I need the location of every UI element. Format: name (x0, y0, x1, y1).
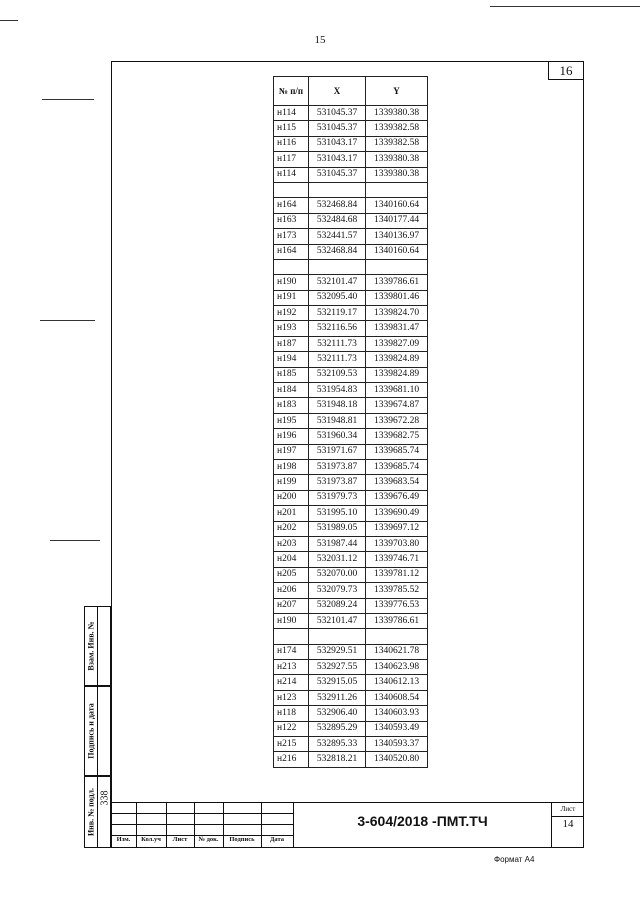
cell-point-id: н215 (274, 737, 309, 752)
cell-point-id: н194 (274, 352, 309, 367)
cell-point-id: н164 (274, 198, 309, 213)
table-row (274, 383, 428, 398)
cell-x: 531043.17 (309, 136, 366, 151)
table-header-row (274, 77, 428, 106)
table-row (274, 121, 428, 136)
cell-y: 1339824.89 (366, 367, 428, 382)
cell-y: 1339786.61 (366, 275, 428, 290)
cell-y: 1339697.12 (366, 521, 428, 536)
cell-x: 532929.51 (309, 644, 366, 659)
tb-label-izm: Изм. (116, 836, 131, 843)
cell-x: 531043.17 (309, 152, 366, 167)
table-row (274, 152, 428, 167)
table-row (274, 752, 428, 767)
cell-point-id: н163 (274, 213, 309, 228)
cell-y: 1339672.28 (366, 413, 428, 428)
stamp-inv-value: 338 (99, 790, 111, 806)
cell-x: 532895.29 (309, 721, 366, 736)
cell-x: 532089.24 (309, 598, 366, 613)
cell-point-id: н193 (274, 321, 309, 336)
cell-point-id: н213 (274, 660, 309, 675)
cell-point-id: н206 (274, 583, 309, 598)
cell-point-id: н196 (274, 429, 309, 444)
cell-point-id: н173 (274, 229, 309, 244)
cell-y: 1339380.38 (366, 106, 428, 121)
table-row (274, 459, 428, 474)
cell-y: 1339831.47 (366, 321, 428, 336)
cell-x: 531045.37 (309, 106, 366, 121)
cell-y: 1340621.78 (366, 644, 428, 659)
table-row (274, 275, 428, 290)
cell-y: 1340608.54 (366, 690, 428, 705)
cell-y: 1339380.38 (366, 152, 428, 167)
cell-point-id: н114 (274, 167, 309, 182)
cell-x: 531995.10 (309, 506, 366, 521)
cell-x: 532111.73 (309, 336, 366, 351)
list-box (551, 802, 584, 848)
table-row (274, 521, 428, 536)
table-row (274, 213, 428, 228)
cell-y: 1339682.75 (366, 429, 428, 444)
cell-y: 1339380.38 (366, 167, 428, 182)
cell-point-id: н118 (274, 706, 309, 721)
format-label: Формат А4 (494, 855, 535, 864)
cell-x: 532101.47 (309, 613, 366, 628)
table-row (274, 106, 428, 121)
table-row (274, 737, 428, 752)
cell-x: 532119.17 (309, 306, 366, 321)
table-row (274, 629, 428, 644)
cell-x (309, 629, 366, 644)
scan-mark (40, 320, 95, 321)
cell-x: 532915.05 (309, 675, 366, 690)
cell-y: 1340520.80 (366, 752, 428, 767)
table-row (274, 675, 428, 690)
cell-x: 531045.37 (309, 121, 366, 136)
cell-y: 1339382.58 (366, 136, 428, 151)
cell-y: 1339746.71 (366, 552, 428, 567)
cell-x: 532116.56 (309, 321, 366, 336)
cell-x: 531987.44 (309, 536, 366, 551)
cell-y: 1339786.61 (366, 613, 428, 628)
cell-point-id: н122 (274, 721, 309, 736)
table-row (274, 475, 428, 490)
table-row (274, 321, 428, 336)
table-row (274, 644, 428, 659)
cell-point-id: н207 (274, 598, 309, 613)
table-row (274, 706, 428, 721)
cell-point-id: н198 (274, 459, 309, 474)
cell-y: 1339827.09 (366, 336, 428, 351)
cell-x: 532109.53 (309, 367, 366, 382)
coordinates-table (273, 76, 428, 768)
cell-x: 532911.26 (309, 690, 366, 705)
cell-y: 1340136.97 (366, 229, 428, 244)
tb-label-data: Дата (269, 836, 285, 843)
cell-y: 1339824.70 (366, 306, 428, 321)
cell-y: 1339681.10 (366, 383, 428, 398)
cell-point-id: н204 (274, 552, 309, 567)
cell-point-id: н190 (274, 275, 309, 290)
table-row (274, 352, 428, 367)
table-row (274, 690, 428, 705)
cell-y: 1339685.74 (366, 459, 428, 474)
cell-x: 532101.47 (309, 275, 366, 290)
table-row (274, 259, 428, 274)
cell-x: 532079.73 (309, 583, 366, 598)
cell-point-id: н187 (274, 336, 309, 351)
cell-y: 1339674.87 (366, 398, 428, 413)
cell-y (366, 259, 428, 274)
cell-y: 1339685.74 (366, 444, 428, 459)
table-row (274, 660, 428, 675)
tb-label-kol: Кол.уч (141, 836, 161, 843)
table-row (274, 229, 428, 244)
table-row (274, 136, 428, 151)
cell-x: 531045.37 (309, 167, 366, 182)
page-number-top: 15 (314, 34, 326, 46)
table-row (274, 567, 428, 582)
cell-point-id: н197 (274, 444, 309, 459)
cell-point-id: н183 (274, 398, 309, 413)
cell-point-id: н199 (274, 475, 309, 490)
cell-y: 1339785.52 (366, 583, 428, 598)
list-label: Лист (552, 802, 584, 817)
table-row (274, 506, 428, 521)
sheet-number-box: 16 (548, 61, 584, 80)
cell-point-id: н164 (274, 244, 309, 259)
document-code: 3-604/2018 -ПМТ.ТЧ (293, 802, 551, 848)
cell-y: 1340623.98 (366, 660, 428, 675)
cell-x: 531973.87 (309, 475, 366, 490)
cell-point-id: н200 (274, 490, 309, 505)
cell-point-id (274, 259, 309, 274)
cell-point-id: н201 (274, 506, 309, 521)
table-row (274, 367, 428, 382)
tb-label-ndok: № док. (198, 836, 219, 843)
cell-y: 1340593.37 (366, 737, 428, 752)
table-row (274, 167, 428, 182)
stamp-vzam-label: Взам. Инв. № (86, 621, 96, 671)
cell-point-id: н205 (274, 567, 309, 582)
table-row (274, 552, 428, 567)
table-row (274, 413, 428, 428)
cell-x: 532484.68 (309, 213, 366, 228)
tb-label-list: Лист (172, 836, 188, 843)
cell-x: 531979.73 (309, 490, 366, 505)
table-row (274, 613, 428, 628)
table-row (274, 198, 428, 213)
cell-y: 1339781.12 (366, 567, 428, 582)
cell-x: 532095.40 (309, 290, 366, 305)
cell-x: 532441.57 (309, 229, 366, 244)
cell-x: 532468.84 (309, 244, 366, 259)
cell-x: 531989.05 (309, 521, 366, 536)
cell-x: 532906.40 (309, 706, 366, 721)
cell-point-id: н195 (274, 413, 309, 428)
cell-point-id: н203 (274, 536, 309, 551)
cell-point-id (274, 182, 309, 197)
stamp-inv (84, 776, 111, 848)
cell-point-id: н216 (274, 752, 309, 767)
cell-x: 531948.81 (309, 413, 366, 428)
cell-y: 1339382.58 (366, 121, 428, 136)
header-num: № п/п (274, 77, 309, 106)
table-row (274, 490, 428, 505)
scan-mark (490, 6, 640, 7)
cell-x: 531971.67 (309, 444, 366, 459)
cell-point-id: н214 (274, 675, 309, 690)
stamp-inv-label: Инв. № подл. (86, 787, 96, 837)
cell-x: 532031.12 (309, 552, 366, 567)
cell-y: 1340177.44 (366, 213, 428, 228)
cell-y: 1339801.46 (366, 290, 428, 305)
cell-point-id: н191 (274, 290, 309, 305)
cell-point-id: н117 (274, 152, 309, 167)
table-row (274, 398, 428, 413)
cell-point-id: н123 (274, 690, 309, 705)
table-row (274, 429, 428, 444)
table-row (274, 244, 428, 259)
scan-mark (50, 540, 100, 541)
cell-point-id: н115 (274, 121, 309, 136)
table-row (274, 290, 428, 305)
tb-label-podpis: Подпись (229, 836, 255, 843)
stamp-podpis (84, 686, 111, 776)
cell-y: 1339776.53 (366, 598, 428, 613)
cell-point-id: н190 (274, 613, 309, 628)
cell-y: 1339683.54 (366, 475, 428, 490)
cell-y (366, 629, 428, 644)
cell-y (366, 182, 428, 197)
cell-y: 1339824.89 (366, 352, 428, 367)
table-row (274, 721, 428, 736)
cell-y: 1340160.64 (366, 244, 428, 259)
cell-point-id: н116 (274, 136, 309, 151)
table-row (274, 336, 428, 351)
cell-y: 1339676.49 (366, 490, 428, 505)
table-row (274, 182, 428, 197)
scan-mark (42, 99, 94, 100)
scan-mark (0, 20, 18, 21)
table-row (274, 598, 428, 613)
cell-point-id: н114 (274, 106, 309, 121)
cell-point-id: н185 (274, 367, 309, 382)
table-row (274, 536, 428, 551)
table-row (274, 306, 428, 321)
cell-x: 532111.73 (309, 352, 366, 367)
cell-point-id: н202 (274, 521, 309, 536)
cell-x: 532468.84 (309, 198, 366, 213)
cell-point-id: н184 (274, 383, 309, 398)
cell-x (309, 259, 366, 274)
header-x: X (309, 77, 366, 106)
cell-y: 1339690.49 (366, 506, 428, 521)
cell-x: 531973.87 (309, 459, 366, 474)
table-row (274, 583, 428, 598)
stamp-vzam-inv (84, 606, 111, 686)
cell-point-id: н192 (274, 306, 309, 321)
cell-x (309, 182, 366, 197)
header-y: Y (366, 77, 428, 106)
cell-y: 1340160.64 (366, 198, 428, 213)
stamp-podpis-label: Подпись и дата (86, 703, 96, 759)
cell-point-id: н174 (274, 644, 309, 659)
cell-point-id (274, 629, 309, 644)
cell-x: 532818.21 (309, 752, 366, 767)
cell-x: 531960.34 (309, 429, 366, 444)
cell-x: 532070.00 (309, 567, 366, 582)
table-row (274, 444, 428, 459)
cell-x: 532895.33 (309, 737, 366, 752)
cell-x: 531948.18 (309, 398, 366, 413)
cell-y: 1340593.49 (366, 721, 428, 736)
cell-y: 1339703.80 (366, 536, 428, 551)
cell-x: 532927.55 (309, 660, 366, 675)
list-number: 14 (562, 818, 574, 830)
cell-x: 531954.83 (309, 383, 366, 398)
cell-y: 1340603.93 (366, 706, 428, 721)
cell-y: 1340612.13 (366, 675, 428, 690)
